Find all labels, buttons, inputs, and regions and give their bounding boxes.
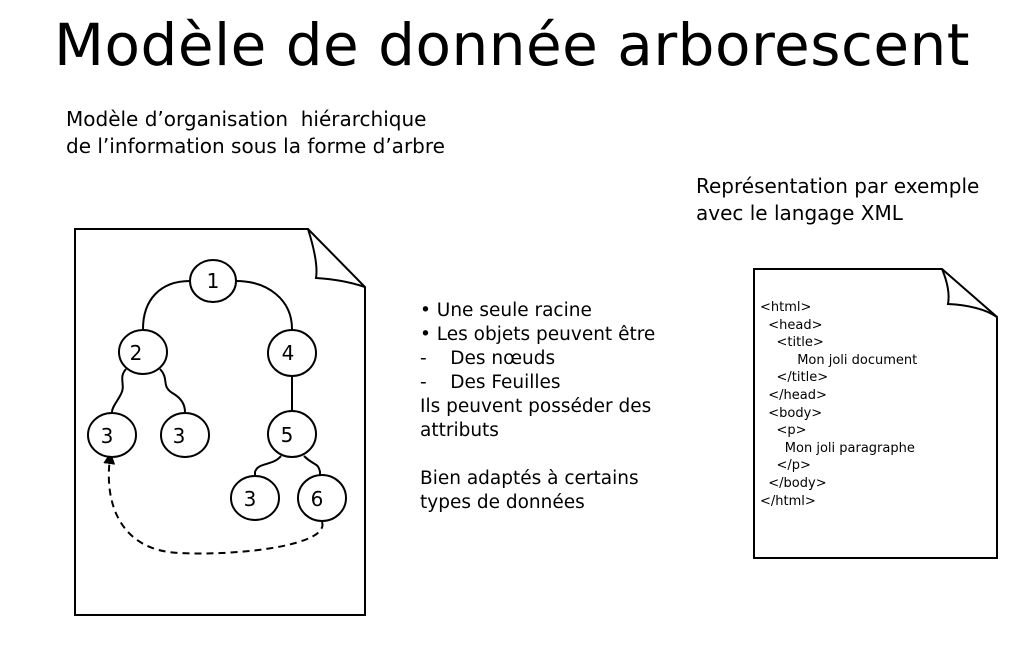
code-line: </title> [760,370,829,386]
code-line: <html> [760,300,812,315]
code-line: <body> [760,405,823,421]
svg-text:6: 6 [310,487,324,511]
xml-code [760,299,917,510]
svg-text:1: 1 [206,269,220,293]
svg-text:3: 3 [243,487,257,511]
tree-node [190,260,236,302]
tree-node [231,476,279,520]
list-item: Ils peuvent posséder des [420,396,652,417]
code-line: </p> [760,458,811,474]
svg-text:3: 3 [100,424,114,448]
svg-text:4: 4 [281,341,295,365]
list-item: • Une seule racine [420,300,592,321]
list-item: Bien adaptés à certains [420,468,639,489]
tree-node [268,411,316,457]
code-line: Mon joli document [760,352,918,368]
code-line: <p> [760,423,807,439]
svg-text:2: 2 [129,341,143,365]
tree-node [88,413,136,457]
tree-node [268,330,316,376]
representation-line-2: avec le langage XML [696,201,903,225]
list-item: - Des nœuds [420,348,556,369]
tree-node [298,475,346,521]
list-item [420,443,655,467]
code-line: </head> [760,387,827,403]
list-item: types de données [420,492,585,513]
code-line: </body> [760,475,827,491]
slide-title: Modèle de donnée arborescent [53,11,971,79]
svg-text:5: 5 [280,423,294,447]
representation-line-1: Représentation par exemple [696,174,980,198]
svg-text:3: 3 [172,424,186,448]
list-item: • Les objets peuvent être [420,324,656,345]
code-line: </html> [760,493,816,509]
properties-list [420,299,655,515]
tree-node [161,413,209,457]
list-item: attributs [420,420,499,441]
code-line: <title> [760,335,824,351]
code-line: Mon joli paragraphe [760,440,915,456]
tree-node [119,330,167,374]
intro-line-1: Modèle d’organisation hiérarchique [66,107,427,131]
list-item: - Des Feuilles [420,372,561,393]
intro-line-2: de l’information sous la forme d’arbre [66,134,445,158]
code-line: <head> [760,317,823,333]
